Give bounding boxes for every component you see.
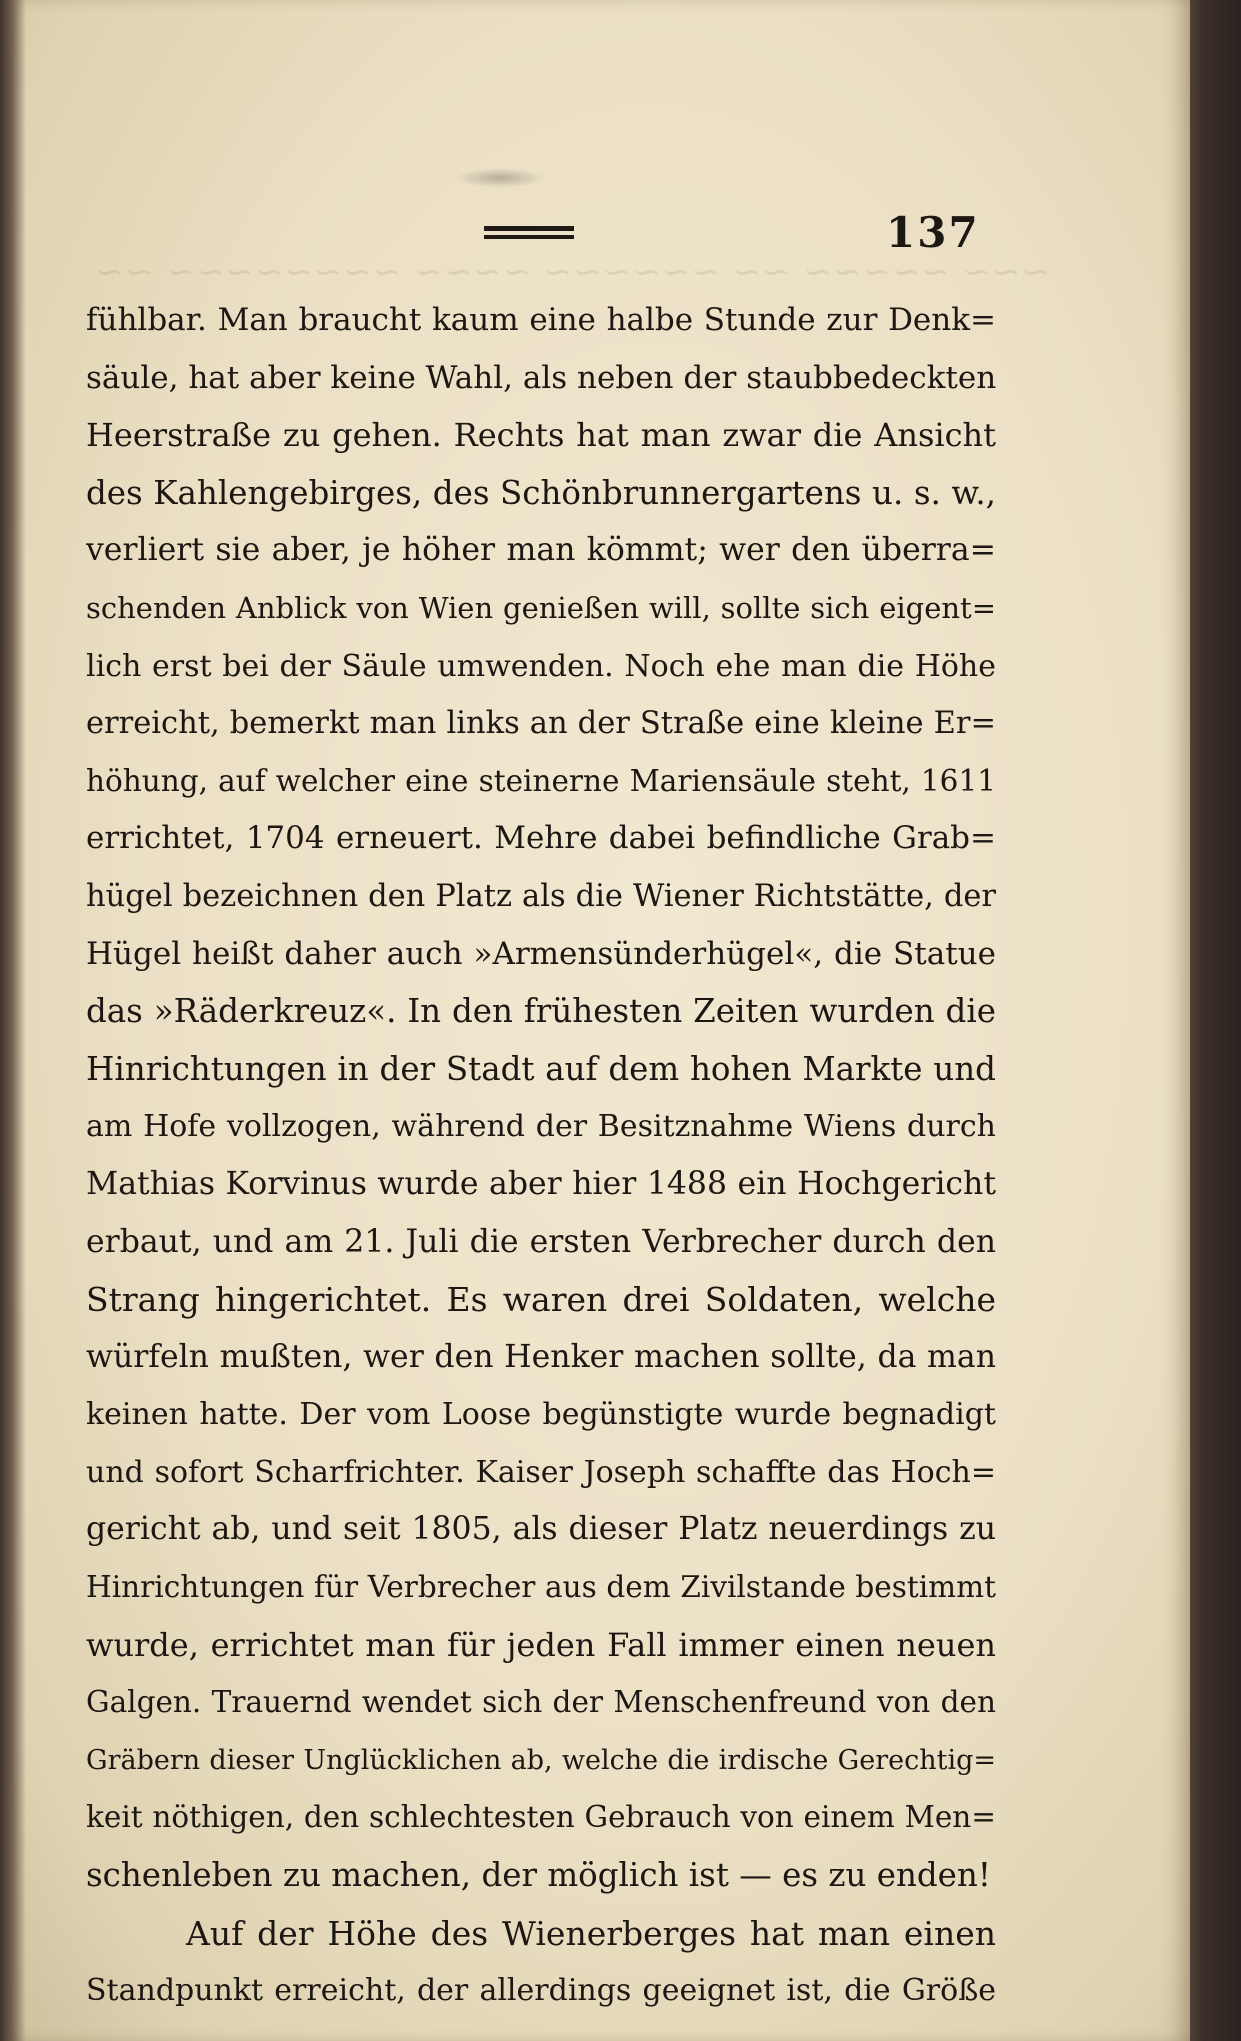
- text-line: und sofort Scharfrichter. Kaiser Joseph schaffte das Hoch=: [86, 1454, 996, 1490]
- text-line: Hügel heißt daher auch »Armensünderhügel«, die Statue: [86, 935, 996, 972]
- text-line: Mathias Korvinus wurde aber hier 1488 ein Hochgericht: [86, 1165, 996, 1202]
- text-line: fühlbar. Man braucht kaum eine halbe Stunde zur Denk=: [86, 302, 996, 338]
- text-line: höhung, auf welcher eine steinerne Mariensäule steht, 1611: [86, 763, 996, 798]
- header-rule: [484, 226, 574, 231]
- text-line: schenleben zu machen, der möglich ist — es zu enden!: [86, 1856, 991, 1895]
- show-through-texture: ~~~ ~~~~~ ~~ ~~~~~~ ~~~~ ~~~~~~~~ ~~: [94, 252, 1050, 292]
- book-cover-edge: [1183, 0, 1241, 2041]
- text-line: des Kahlengebirges, des Schönbrunnergartens u. s. w.,: [86, 473, 996, 512]
- text-line: das »Räderkreuz«. In den frühesten Zeiten wurden die: [86, 992, 996, 1031]
- text-line: erreicht, bemerkt man links an der Straße eine kleine Er=: [86, 706, 996, 742]
- text-line: keit nöthigen, den schlechtesten Gebrauch von einem Men=: [86, 1800, 996, 1835]
- page-number: 137: [886, 208, 980, 257]
- text-line: am Hofe vollzogen, während der Besitznahme Wiens durch: [86, 1109, 996, 1145]
- text-line: wurde, errichtet man für jeden Fall immer einen neuen: [86, 1625, 996, 1664]
- text-line: hügel bezeichnen den Platz als die Wiener Richtstätte, der: [86, 878, 996, 914]
- text-line: gericht ab, und seit 1805, als dieser Platz neuerdings zu: [86, 1511, 996, 1548]
- body-text: [86, 292, 996, 2020]
- text-line: Hinrichtungen in der Stadt auf dem hohen Markte und: [86, 1049, 996, 1088]
- text-line: verliert sie aber, je höher man kömmt; wer den überra=: [86, 532, 996, 569]
- text-line: Heerstraße zu gehen. Rechts hat man zwar die Ansicht: [86, 416, 996, 455]
- text-line: lich erst bei der Säule umwenden. Noch ehe man die Höhe: [86, 648, 996, 684]
- page-gutter: [0, 0, 26, 2041]
- text-line: schenden Anblick von Wien genießen will, sollte sich eigent=: [86, 590, 996, 625]
- text-line: Standpunkt erreicht, der allerdings geeignet ist, die Größe: [86, 1973, 996, 2009]
- text-line: keinen hatte. Der vom Loose begünstigte wurde begnadigt: [86, 1397, 996, 1433]
- text-line: errichtet, 1704 erneuert. Mehre dabei befindliche Grab=: [86, 820, 996, 857]
- ink-smudge: [455, 168, 545, 188]
- text-line: säule, hat aber keine Wahl, als neben der staubbedeckten: [86, 359, 996, 396]
- text-line: erbaut, und am 21. Juli die ersten Verbrecher durch den: [86, 1223, 996, 1260]
- text-line: Galgen. Trauernd wendet sich der Menschenfreund von den: [86, 1685, 996, 1720]
- text-line: Gräbern dieser Unglücklichen ab, welche die irdische Gerechtig=: [86, 1744, 996, 1776]
- text-line: Strang hingerichtet. Es waren drei Soldaten, welche: [86, 1280, 996, 1320]
- text-line: würfeln mußten, wer den Henker machen sollte, da man: [86, 1338, 996, 1375]
- text-line: Hinrichtungen für Verbrecher aus dem Zivilstande bestimmt: [86, 1570, 996, 1605]
- text-line: Auf der Höhe des Wienerberges hat man einen: [186, 1913, 996, 1953]
